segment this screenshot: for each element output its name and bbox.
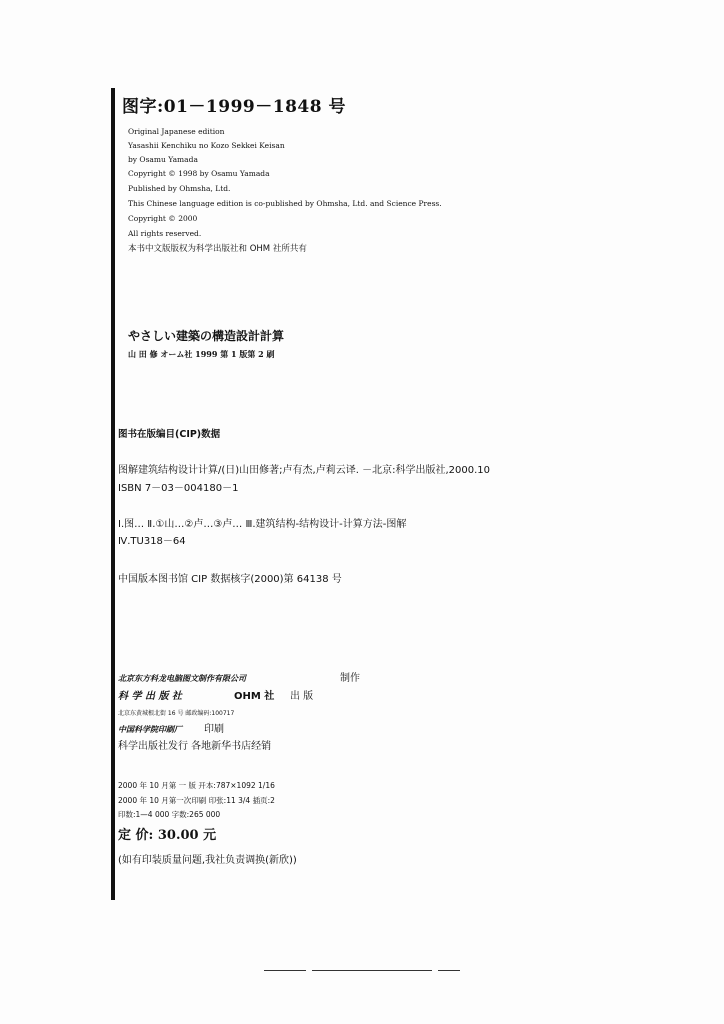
cip-isbn: ISBN 7－03－004180－1 [118,483,239,494]
copyright-line: 本书中文版版权为科学出版社和 OHM 社所共有 [128,244,307,254]
page-margin-line [111,88,115,900]
publisher-name: 科 学 出 版 社 [118,691,182,702]
copyright-line: Yasashii Kenchiku no Kozo Sekkei Keisan [128,141,285,150]
publisher-address: 北京东黄城根北街 16 号 邮政编码:100717 [118,710,235,717]
price-value: 30.00 元 [157,828,217,843]
cip-heading: 图书在版编目(CIP)数据 [118,429,221,440]
copyright-line: Original Japanese edition [128,127,225,136]
edition-line: 印数:1—4 000 字数:265 000 [118,810,221,819]
copyright-line: Copyright © 1998 by Osamu Yamada [128,169,270,178]
cip-line: 图解建筑结构设计计算/(日)山田修著;卢有杰,卢莉云译. －北京:科学出版社,2000.10 [118,465,490,476]
copyright-line: by Osamu Yamada [128,155,198,164]
printer-role: 印刷 [204,724,224,735]
edition-line: 2000 年 10 月第一次印刷 印张:11 3/4 插页:2 [118,796,275,805]
scan-artifact-line [264,970,306,971]
producer-role: 制作 [340,673,360,684]
distribution-line: 科学出版社发行 各地新华书店经销 [118,741,272,752]
original-title: やさしい建築の構造設計計算 [128,329,285,343]
copyright-line: All rights reserved. [128,229,202,238]
copyright-line: Published by Ohmsha, Ltd. [128,184,231,193]
registration-number: 图字:01－1999－1848 号 [122,97,346,117]
quality-notice: (如有印装质量问题,我社负责调换(新欣)) [118,855,297,866]
publisher-co: OHM 社 [234,691,275,702]
original-edition-details: 山 田 修 オーム社 1999 第 1 版第 2 刷 [128,349,275,359]
cip-line: Ⅰ.图… Ⅱ.①山…②卢…③卢… Ⅲ.建筑结构-结构设计-计算方法-图解 [118,519,407,530]
price-label [118,829,216,842]
price-label-text: 定 价: [118,828,154,843]
scan-artifact-line [438,970,460,971]
cip-library-number: 中国版本图书馆 CIP 数据核字(2000)第 64138 号 [118,574,342,585]
publisher-role: 出 版 [290,691,314,702]
scan-artifact-line [312,970,432,971]
producer-name: 北京东方科龙电脑图文制作有限公司 [118,674,246,683]
edition-line: 2000 年 10 月第 一 版 开本:787×1092 1/16 [118,781,275,790]
printer-name: 中国科学院印刷厂 [118,725,182,734]
copyright-line: This Chinese language edition is co-published by Ohmsha, Ltd. and Science Press. [128,199,442,208]
copyright-line: Copyright © 2000 [128,214,198,223]
cip-line: Ⅳ.TU318－64 [118,536,186,547]
